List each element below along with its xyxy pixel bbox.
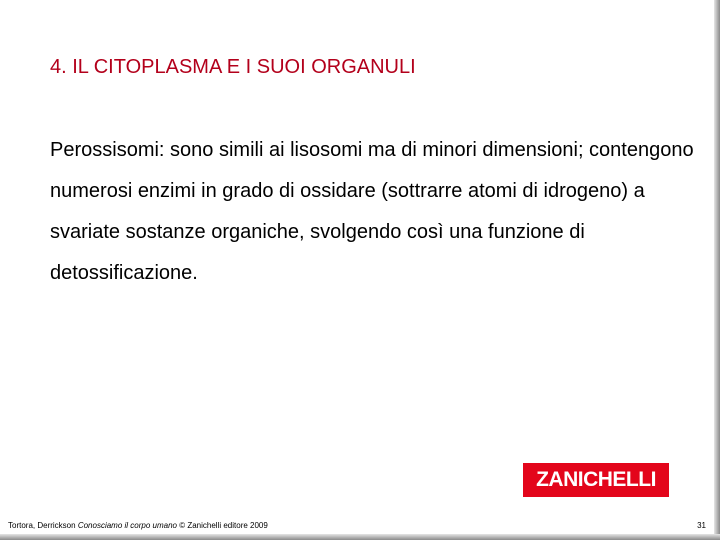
body-term: Perossisomi bbox=[50, 139, 159, 161]
footer-book-title: Conosciamo il corpo umano bbox=[77, 521, 177, 530]
footer-credit bbox=[8, 521, 268, 530]
body-text: : sono simili ai lisosomi ma di minori dimensioni; contengono numerosi enzimi in grado di ossidare (sottrarre atomi di idrogeno) a svariate sostanze organiche, svolgendo così una funzione di detossificazione. bbox=[50, 139, 694, 284]
footer-authors: Tortora, Derrickson bbox=[8, 521, 76, 530]
page-number: 31 bbox=[697, 521, 706, 530]
footer-publisher: © Zanichelli editore 2009 bbox=[179, 521, 268, 530]
slide-edge-bottom bbox=[0, 534, 720, 540]
slide-body bbox=[50, 130, 700, 294]
zanichelli-logo: ZANICHELLI bbox=[523, 463, 669, 497]
slide-edge-right bbox=[714, 0, 720, 540]
slide-title: 4. IL CITOPLASMA E I SUOI ORGANULI bbox=[50, 56, 416, 78]
